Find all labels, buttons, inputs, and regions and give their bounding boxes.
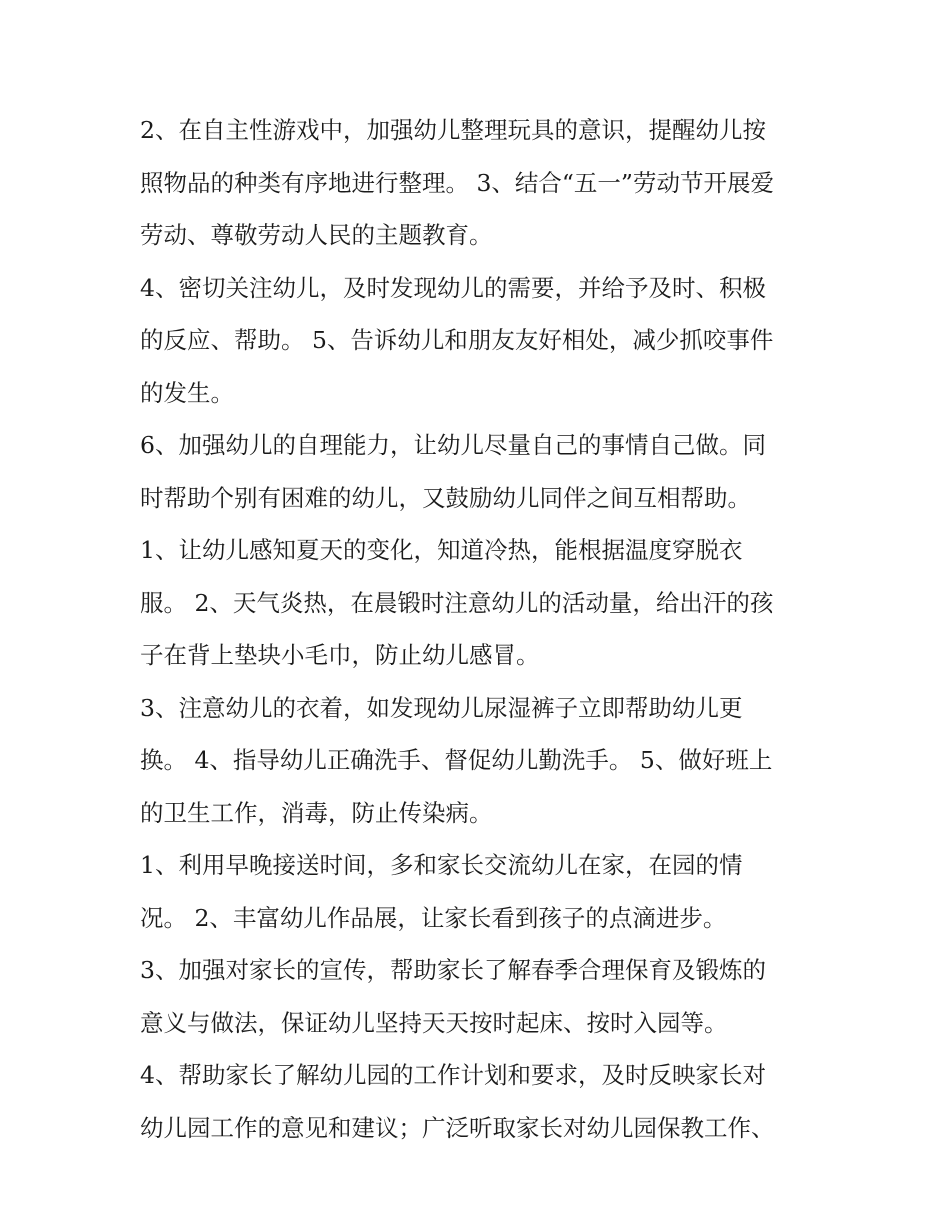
paragraph-5: 3、注意幼儿的衣着，如发现幼儿尿湿裤子立即帮助幼儿更 换。 4、指导幼儿正确洗手、督促幼儿勤洗手。 5、做好班上 的卫生工作，消毒，防止传染病。 — [140, 693, 773, 827]
document-body — [140, 104, 820, 1154]
paragraph-6: 1、利用早晚接送时间，多和家长交流幼儿在家，在园的情 况。 2、丰富幼儿作品展，让家长看到孩子的点滴进步。 — [140, 851, 743, 932]
paragraph-4: 1、让幼儿感知夏天的变化，知道冷热，能根据温度穿脱衣 服。 2、天气炎热，在晨锻时注意幼儿的活动量，给出汗的孩 子在背上垫块小毛巾，防止幼儿感冒。 — [140, 536, 774, 669]
paragraph-7: 3、加强对家长的宣传，帮助家长了解春季合理保育及锻炼的 意义与做法，保证幼儿坚持天天按时起床、按时入园等。 — [140, 956, 766, 1037]
paragraph-8: 4、帮助家长了解幼儿园的工作计划和要求，及时反映家长对 幼儿园工作的意见和建议；广泛听取家长对幼儿园保教工作、 — [140, 1061, 775, 1142]
paragraph-2: 4、密切关注幼儿，及时发现幼儿的需要，并给予及时、积极 的反应、帮助。 5、告诉幼儿和朋友友好相处，减少抓咬事件 的发生。 — [140, 273, 774, 407]
paragraph-3: 6、加强幼儿的自理能力，让幼儿尽量自己的事情自己做。同 时帮助个别有困难的幼儿，又鼓励幼儿同伴之间互相帮助。 — [140, 431, 766, 512]
paragraph-1: 2、在自主性游戏中，加强幼儿整理玩具的意识，提醒幼儿按 照物品的种类有序地进行整理。 3、结合“五一”劳动节开展爱 劳动、尊敬劳动人民的主题教育。 — [140, 116, 774, 249]
